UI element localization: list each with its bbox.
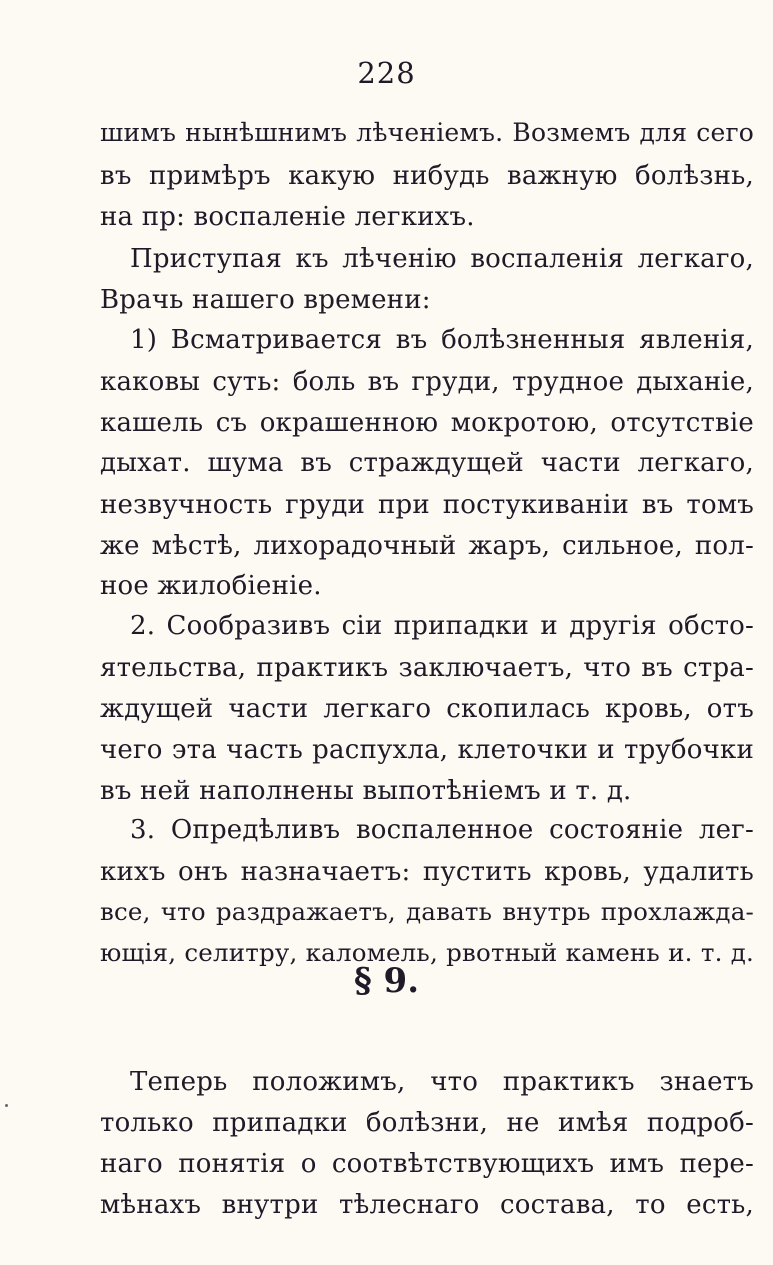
text-line: ятельства, практикъ заключаетъ, что въ стра- <box>100 653 754 683</box>
text-line: въ ней наполнены выпотѣніемъ и т. д. <box>100 776 632 806</box>
text-line: ждущей части легкаго скопилась кровь, отъ <box>100 694 754 724</box>
text-line: мѣнахъ внутри тѣлеснаго состава, то есть, <box>100 1190 754 1220</box>
text-line: 3. Опредѣливъ воспаленное состояніе лег- <box>130 815 754 845</box>
text-line: ющія, селитру, каломель, рвотный камень и. т. д. <box>100 938 754 967</box>
text-line: чего эта часть распухла, клеточки и трубочки <box>100 735 754 765</box>
page-number: 228 <box>357 56 416 90</box>
section-heading: § 9. <box>353 961 420 1001</box>
text-line: кашель съ окрашенною мокротою, отсутствіе <box>100 408 754 438</box>
text-line: же мѣстѣ, лихорадочный жаръ, сильное, пол- <box>100 531 754 561</box>
text-line: Приступая къ лѣченію воспаленія легкаго, <box>130 244 754 274</box>
text-line: каковы суть: боль въ груди, трудное дыханіе, <box>100 367 754 397</box>
text-line: все, что раздражаетъ, давать внутрь прохлажда- <box>100 897 754 926</box>
text-line: дыхат. шума въ страждущей части легкаго, <box>100 448 754 478</box>
text-line: въ примѣръ какую нибудь важную болѣзнь, <box>100 161 754 191</box>
text-line: кихъ онъ назначаетъ: пустить кровь, удалить <box>100 857 754 887</box>
text-line: ное жилобіеніе. <box>100 571 322 601</box>
text-line: Теперь положимъ, что практикъ знаетъ <box>130 1067 754 1097</box>
paper-speck <box>5 1104 8 1107</box>
text-line: шимъ нынѣшнимъ лѣченіемъ. Возмемъ для сего <box>100 118 754 147</box>
text-line: незвучность груди при постукиваніи въ томъ <box>100 490 754 520</box>
text-line: только припадки болѣзни, не имѣя подроб- <box>100 1108 754 1138</box>
text-line: наго понятія о соотвѣтствующихъ имъ пере- <box>100 1149 754 1179</box>
text-line: 1) Всматривается въ болѣзненныя явленія, <box>130 325 754 355</box>
text-line: на пр: воспаленіе легкихъ. <box>100 202 475 232</box>
text-line: Врачь нашего времени: <box>100 285 431 315</box>
text-line: 2. Сообразивъ сіи припадки и другія обсто- <box>130 611 754 641</box>
